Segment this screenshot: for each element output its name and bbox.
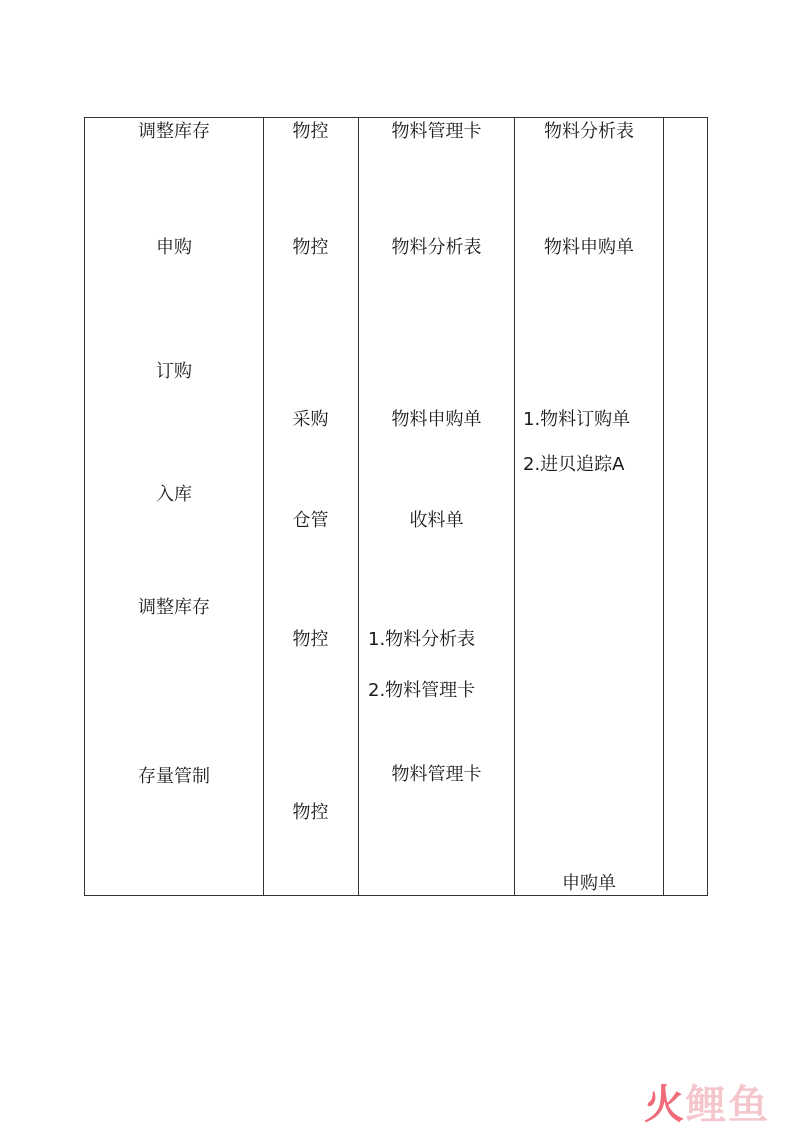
- dept-material-control: 物控: [292, 802, 329, 823]
- task-adjust-inventory-2: 调整库存: [138, 597, 210, 618]
- dept-material-control: 物控: [292, 629, 329, 650]
- task-adjust-inventory: 调整库存: [138, 121, 210, 142]
- dept-material-control: 物控: [292, 121, 329, 142]
- task-order: 订购: [156, 361, 192, 382]
- task-stock-control: 存量管制: [138, 766, 210, 787]
- column-divider: [514, 118, 515, 895]
- input-doc: 物料管理卡: [391, 121, 482, 142]
- task-requisition: 申购: [156, 237, 192, 258]
- input-doc: 收料单: [409, 510, 464, 531]
- output-doc-1: 1.物料订购单: [523, 409, 631, 430]
- input-doc-1: 1.物料分析表: [368, 629, 476, 650]
- column-divider: [663, 118, 664, 895]
- task-warehousing: 入库: [156, 484, 192, 505]
- dept-warehouse: 仓管: [292, 510, 329, 531]
- process-table: [84, 117, 708, 896]
- column-divider: [263, 118, 264, 895]
- watermark-part2: 鲤鱼: [686, 1082, 770, 1128]
- dept-purchasing: 采购: [292, 409, 329, 430]
- output-doc-2: 2.进贝追踪A: [523, 454, 625, 475]
- input-doc: 物料分析表: [391, 237, 482, 258]
- input-doc: 物料管理卡: [391, 764, 482, 785]
- output-doc: 物料分析表: [544, 121, 634, 142]
- dept-material-control: 物控: [292, 237, 329, 258]
- watermark-part1: 火: [644, 1082, 686, 1128]
- watermark-logo: [644, 1073, 770, 1130]
- input-doc-2: 2.物料管理卡: [368, 680, 476, 701]
- input-doc: 物料申购单: [391, 409, 482, 430]
- output-doc: 物料申购单: [544, 237, 634, 258]
- output-doc: 申购单: [562, 873, 616, 894]
